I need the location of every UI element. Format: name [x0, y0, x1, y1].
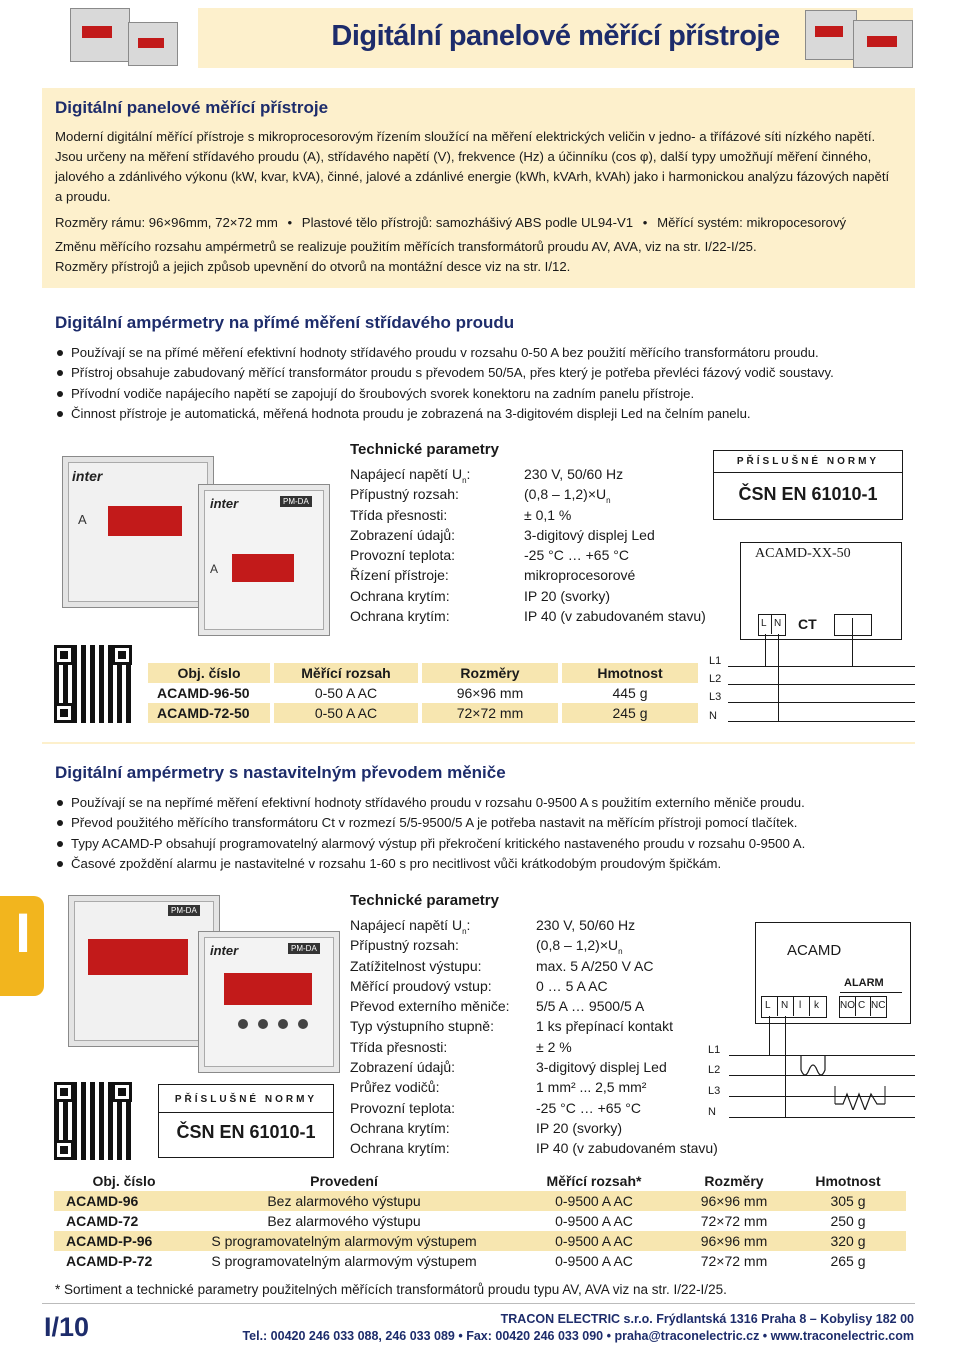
param-value: ± 0,1 %: [524, 506, 572, 523]
cell-code: ACAMD-96-50: [157, 685, 250, 701]
cell-weight: 320 g: [830, 1233, 866, 1249]
cell-range: 0-50 A AC: [314, 705, 378, 721]
section2-heading: Digitální ampérmetry s nastavitelným převodem měniče: [55, 763, 506, 782]
model-label: PM-DA: [168, 905, 200, 916]
terminal-L: L: [761, 618, 767, 629]
intro-p6: Rozměry přístrojů a jejich způsob upevnění do otvorů na montážní desce viz na str. I/12.: [55, 259, 571, 274]
qr-code: [54, 1082, 132, 1160]
list-item: Činnost přístroje je automatická, měřená hodnota proudu je zobrazená na 3-digitovém displeji Led na čelním panelu.: [55, 404, 915, 424]
norm-caption: PŘÍSLUŠNÉ NORMY: [736, 456, 880, 467]
col-header: Hmotnost: [597, 665, 663, 681]
table-row: [54, 1231, 906, 1251]
col-header: Hmotnost: [815, 1173, 881, 1189]
list-item: Typy ACAMD-P obsahují programovatelný alarmový výstup při překročení kritického nastaveného proudu v rozsahu 0-9500 A.: [55, 834, 915, 854]
param-key: Ochrana krytím:: [350, 608, 450, 625]
table-row: [148, 683, 700, 703]
param-sub: n: [618, 947, 623, 957]
param-row: [350, 915, 730, 935]
param-value: IP 40 (v zabudovaném stavu): [536, 1140, 718, 1157]
cell-range: 0-9500 A AC: [555, 1233, 633, 1249]
intro-p3: jalového a zdánlivého výkonu (kW, kvar, kVA), činné, jalové a zdánlivé energie (kWh, kVArh, kVAh) jako i harmonickou analýzu fázových napětí: [55, 169, 890, 184]
param-key: Ochrana krytím:: [350, 1140, 450, 1157]
spec-frame: Rozměry rámu: 96×96mm, 72×72 mm: [55, 215, 278, 230]
param-key: Zobrazení údajů:: [350, 526, 456, 543]
param-key: Třída přesnosti:: [350, 1038, 448, 1055]
param-row: [350, 976, 730, 996]
table-row: [148, 703, 700, 723]
param-value: -25 °C … +65 °C: [524, 547, 629, 564]
list-item: Používají se na přímé měření efektivní hodnoty střídavého proudu v rozsahu 0-50 A bez použití měřícího transformátoru proudu.: [55, 343, 915, 363]
cell-code: ACAMD-72-50: [157, 705, 250, 721]
param-key: Třída přesnosti:: [350, 506, 448, 523]
list-item: Přístroj obsahuje zabudovaný měřící transformátor proudu s převodem 50/5A, přes který je potřeba převléci fázový vodič soustavy.: [55, 363, 915, 383]
norm-divider: [714, 472, 902, 473]
list-item: Přívodní vodiče napájecího napětí se zapojují do šroubových svorek konektoru na zadním panelu přístroje.: [55, 384, 915, 404]
param-key-colon: :: [466, 466, 471, 482]
param-key: Přípustný rozsah:: [350, 486, 459, 503]
cell-code: ACAMD-P-72: [66, 1253, 153, 1269]
table-row: [54, 1191, 906, 1211]
product-table-2: [54, 1171, 906, 1271]
col-header: Rozměry: [704, 1173, 764, 1189]
section1-bullets: [55, 343, 915, 424]
intro-spec-line: [55, 213, 915, 233]
header-thumb-left: [70, 8, 178, 68]
section2-params-title: Technické parametry: [350, 892, 499, 909]
footnote: * Sortiment a technické parametry použitelných měřících transformátorů proudu typu AV, AVA viz na str. I/22-I/25.: [55, 1282, 727, 1297]
section-divider: [42, 742, 915, 744]
param-sub: n: [606, 496, 611, 506]
diagram-label: ACAMD-XX-50: [755, 546, 851, 561]
page-title: Digitální panelové měřící přístroje: [331, 20, 780, 52]
cell-code: ACAMD-96: [66, 1193, 139, 1209]
alarm-terminal: NC: [871, 1000, 886, 1011]
section2-params: [350, 915, 730, 1159]
intro-p5: Změnu měřícího rozsahu ampérmetrů se realizuje použitím měřících transformátorů proudu AV, AVA, viz na str. I/22-I/25.: [55, 239, 757, 254]
param-row: [350, 996, 730, 1016]
terminal: k: [814, 1000, 819, 1011]
list-item: Převod použitého měřícího transformátoru Ct v rozmezí 5/5-9500/5 A je potřeba nastavit na měřícím přístroji pomocí tlačítek.: [55, 813, 915, 833]
param-value: max. 5 A/250 V AC: [536, 957, 654, 974]
alarm-terminal: C: [858, 1000, 866, 1011]
intro-heading: Digitální panelové měřící přístroje: [55, 98, 329, 117]
table-header: [148, 663, 700, 683]
param-value: 1 mm² ... 2,5 mm²: [536, 1079, 647, 1096]
product-photo-2: [58, 895, 338, 1075]
intro-p1: Moderní digitální měřící přístroje s mikroprocesorovým řízením sloužící na měření elektrických veličin v jedno- a třífázové síti nízkého napětí.: [55, 129, 876, 144]
norm-value: ČSN EN 61010-1: [738, 484, 878, 504]
spec-body: Plastové tělo přístrojů: samozhášivý ABS podle UL94-V1: [301, 215, 634, 230]
wiring-diagram-1: [700, 538, 915, 728]
param-key: Provozní teplota:: [350, 547, 456, 564]
qr-code: [54, 645, 132, 723]
col-header: Měřící rozsah*: [546, 1173, 642, 1189]
bullet-dot: •: [642, 215, 648, 230]
param-value: (0,8 – 1,2)×U: [524, 486, 607, 503]
line-L1: L1: [709, 655, 722, 667]
alarm-label: ALARM: [844, 977, 884, 989]
model-label: PM-DA: [280, 496, 312, 507]
param-row: [350, 484, 710, 504]
line-L3: L3: [709, 691, 722, 703]
cell-range: 0-9500 A AC: [555, 1193, 633, 1209]
footer-address: TRACON ELECTRIC s.r.o. Frýdlantská 1316 Praha 8 – Kobylisy 182 00: [500, 1312, 914, 1326]
param-key: Přípustný rozsah:: [350, 937, 459, 954]
terminal: l: [799, 1000, 802, 1011]
param-row: [350, 505, 710, 525]
cell-range: 0-9500 A AC: [555, 1213, 633, 1229]
norm-caption: PŘÍSLUŠNÉ NORMY: [174, 1094, 318, 1105]
param-value: 3-digitový displej Led: [524, 526, 655, 543]
terminal-N: N: [774, 618, 782, 629]
col-header: Obj. číslo: [177, 665, 241, 681]
table-header: [54, 1171, 906, 1191]
alarm-terminal: NO: [840, 1000, 855, 1011]
param-key: Typ výstupního stupně:: [350, 1018, 494, 1035]
section2-bullets: [55, 793, 915, 874]
param-key: Napájecí napětí U: [350, 466, 463, 482]
param-value: -25 °C … +65 °C: [536, 1099, 641, 1116]
param-sub: n: [462, 475, 467, 485]
cell-dims: 96×96 mm: [700, 1233, 768, 1249]
param-value: 5/5 A … 9500/5 A: [536, 998, 645, 1015]
line-L1: L1: [708, 1044, 721, 1056]
param-value: mikroprocesorové: [524, 567, 636, 584]
cell-weight: 305 g: [830, 1193, 866, 1209]
param-value: (0,8 – 1,2)×U: [536, 937, 619, 954]
header-thumb-right: [805, 8, 913, 68]
footer-rule: [42, 1303, 915, 1304]
table-row: [54, 1211, 906, 1231]
cell-variant: S programovatelným alarmovým výstupem: [211, 1233, 477, 1249]
cell-weight: 250 g: [830, 1213, 866, 1229]
param-row: [350, 956, 730, 976]
list-item: Časové zpoždění alarmu je nastavitelné v rozsahu 1-60 s pro necitlivost vůči krátkodobým proudovým špičkám.: [55, 854, 915, 874]
param-row: [350, 1077, 730, 1097]
cell-code: ACAMD-P-96: [66, 1233, 153, 1249]
intro-text: [55, 127, 915, 277]
cell-weight: 445 g: [612, 685, 648, 701]
bullet-dot: •: [287, 215, 293, 230]
param-value: 230 V, 50/60 Hz: [524, 466, 624, 482]
col-header: Měřící rozsah: [301, 665, 391, 681]
line-L2: L2: [708, 1064, 721, 1076]
cell-variant: Bez alarmového výstupu: [267, 1213, 421, 1229]
param-row: [350, 1098, 730, 1118]
param-row: [350, 565, 710, 585]
param-sub: n: [462, 926, 467, 936]
param-key: Měřící proudový vstup:: [350, 977, 492, 994]
col-header: Provedení: [310, 1173, 378, 1189]
footer-contact: Tel.: 00420 246 033 088, 246 033 089 • Fax: 00420 246 033 090 • praha@traconelectric.cz • www.traconelectric.com: [242, 1329, 914, 1343]
param-row: [350, 464, 710, 484]
terminal: N: [781, 1000, 789, 1011]
section1-params-title: Technické parametry: [350, 441, 499, 458]
param-row: [350, 1118, 730, 1138]
section1-heading: Digitální ampérmetry na přímé měření střídavého proudu: [55, 313, 515, 332]
param-key: Převod externího měniče:: [350, 998, 510, 1015]
list-item: Používají se na nepřímé měření efektivní hodnoty střídavého proudu v rozsahu 0-9500 A s použitím externího měniče proudu.: [55, 793, 915, 813]
cell-variant: Bez alarmového výstupu: [267, 1193, 421, 1209]
coil-symbol: [795, 1050, 915, 1110]
param-row: [350, 1138, 730, 1158]
param-value: 3-digitový displej Led: [536, 1059, 667, 1076]
param-value: ± 2 %: [536, 1038, 572, 1055]
param-key-colon: :: [466, 917, 471, 933]
cell-dims: 72×72 mm: [700, 1213, 768, 1229]
brand-label: inter: [210, 943, 239, 958]
param-key: Zobrazení údajů:: [350, 1059, 456, 1076]
line-N: N: [708, 1106, 716, 1118]
cell-dims: 96×96 mm: [456, 685, 524, 701]
wiring-diagram-2: [705, 920, 915, 1130]
cell-dims: 72×72 mm: [456, 705, 524, 721]
table-row: [54, 1251, 906, 1271]
cell-dims: 96×96 mm: [700, 1193, 768, 1209]
page-number: I/10: [44, 1312, 90, 1342]
param-value: IP 20 (svorky): [536, 1119, 623, 1136]
param-row: [350, 1057, 730, 1077]
param-key: Průřez vodičů:: [350, 1079, 440, 1096]
brand-label: inter: [210, 496, 239, 511]
ct-label: CT: [798, 616, 817, 632]
param-key: Řízení přístroje:: [350, 567, 449, 584]
intro-p2: Jsou určeny na měření střídavého proudu (A), střídavého napětí (V), frekvence (Hz) a účinníku (cos φ), další typy umožňují měření činného,: [55, 149, 872, 164]
cell-dims: 72×72 mm: [700, 1253, 768, 1269]
param-key: Zatížitelnost výstupu:: [350, 957, 482, 974]
brand-label: inter: [72, 468, 103, 484]
col-header: Obj. číslo: [92, 1173, 156, 1189]
cell-weight: 245 g: [612, 705, 648, 721]
cell-range: 0-50 A AC: [314, 685, 378, 701]
line-L2: L2: [709, 673, 722, 685]
cell-weight: 265 g: [830, 1253, 866, 1269]
cell-code: ACAMD-72: [66, 1213, 139, 1229]
param-row: [350, 525, 710, 545]
cell-variant: S programovatelným alarmovým výstupem: [211, 1253, 477, 1269]
norm-value: ČSN EN 61010-1: [176, 1122, 316, 1142]
line-N: N: [709, 710, 717, 722]
section1-params: [350, 464, 710, 626]
spec-system: Měřící systém: mikropocesorový: [657, 215, 847, 230]
norm-divider: [159, 1112, 333, 1113]
param-row: [350, 935, 730, 955]
param-row: [350, 606, 710, 626]
unit-label: A: [78, 512, 87, 527]
cell-range: 0-9500 A AC: [555, 1253, 633, 1269]
param-row: [350, 545, 710, 565]
model-label: PM-DA: [288, 943, 320, 954]
param-value: IP 20 (svorky): [524, 587, 611, 604]
terminal: L: [765, 1000, 771, 1011]
param-value: 230 V, 50/60 Hz: [536, 917, 636, 933]
product-photo-1: [58, 448, 338, 638]
param-key: Provozní teplota:: [350, 1099, 456, 1116]
col-header: Rozměry: [460, 665, 520, 681]
param-row: [350, 586, 710, 606]
diagram-label: ACAMD: [787, 942, 842, 959]
param-value: IP 40 (v zabudovaném stavu): [524, 608, 706, 625]
unit-label: A: [210, 562, 219, 576]
param-key: Napájecí napětí U: [350, 917, 463, 933]
param-row: [350, 1037, 730, 1057]
product-table-1: [148, 663, 700, 723]
line-L3: L3: [708, 1085, 721, 1097]
param-row: [350, 1016, 730, 1036]
param-key: Ochrana krytím:: [350, 1119, 450, 1136]
param-key: Ochrana krytím:: [350, 587, 450, 604]
param-value: 0 … 5 A AC: [536, 977, 608, 994]
intro-p4: a proudu.: [55, 189, 111, 204]
chapter-tab-letter: I: [15, 901, 31, 964]
param-value: 1 ks přepínací kontakt: [536, 1018, 673, 1035]
